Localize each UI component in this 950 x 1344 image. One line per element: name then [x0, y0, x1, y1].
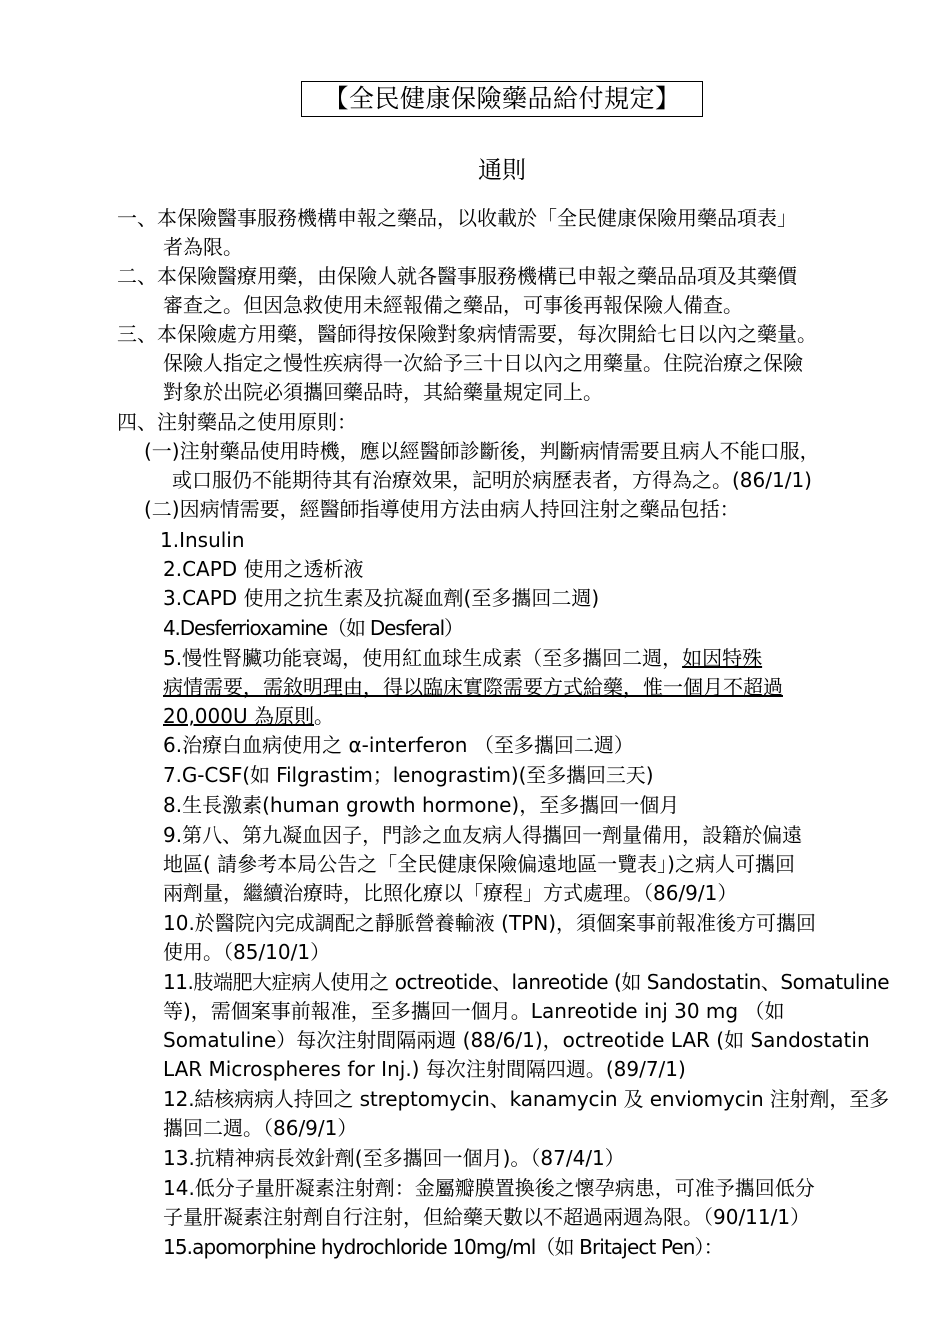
text-line — [117, 262, 889, 291]
line-text: 10.於醫院內完成調配之靜脈營養輸液 (TPN)，須個案事前報准後方可攜回 — [163, 911, 817, 935]
text-line — [163, 1144, 663, 1173]
text-line — [163, 850, 889, 879]
text-line — [144, 495, 794, 524]
text-line — [163, 349, 889, 378]
line-text: (二)因病情需要，經醫師指導使用方法由病人持回注射之藥品包括： — [144, 497, 740, 521]
line-text: 審查之。但因急救使用未經報備之藥品，可事後再報保險人備查。 — [163, 293, 743, 317]
underlined-text: 20,000U 為原則 — [163, 704, 314, 728]
text-line — [163, 997, 889, 1026]
line-text: 三、本保險處方用藥，醫師得按保險對象病情需要，每次開給七日以內之藥量。 — [117, 322, 817, 346]
line-text: 或口服仍不能期待其有治療效果，記明於病歷表者，方得為之。(86/1/1) — [172, 468, 812, 492]
line-text: 攜回二週。（86/9/1） — [163, 1116, 358, 1140]
line-text: 保險人指定之慢性疾病得一次給予三十日以內之用藥量。住院治療之保險 — [163, 351, 803, 375]
line-text: 5.慢性腎臟功能衰竭，使用紅血球生成素（至多攜回二週， — [163, 646, 683, 670]
text-line — [163, 555, 393, 584]
line-text: 對象於出院必須攜回藥品時，其給藥量規定同上。 — [163, 380, 603, 404]
line-text: (一)注射藥品使用時機，應以經醫師診斷後，判斷病情需要且病人不能口服， — [144, 439, 820, 463]
text-line — [163, 1174, 889, 1203]
underlined-text: 如因特殊 — [682, 646, 763, 670]
line-text: 兩劑量，繼續治療時，比照化療以「療程」方式處理。（86/9/1） — [163, 881, 738, 905]
underlined-text: 病情需要，需敘明理由，得以臨床實際需要方式給藥，惟一個月不超過 — [163, 675, 783, 699]
text-line — [163, 761, 653, 790]
line-text: 者為限。 — [163, 235, 243, 259]
line-text: 11.肢端肥大症病人使用之 octreotide、lanreotide (如 Sandostatin、Somatuline — [163, 970, 890, 994]
line-text: 6.治療白血病使用之 α-interferon （至多攜回二週） — [163, 733, 634, 757]
line-text: LAR Microspheres for Inj.) 每次注射間隔四週。(89/7/1) — [163, 1057, 686, 1081]
text-line — [163, 1233, 723, 1262]
line-text: Somatuline）每次注射間隔兩週 (88/6/1)，octreotide LAR (如 Sandostatin — [163, 1028, 870, 1052]
line-text: 2.CAPD 使用之透析液 — [163, 557, 364, 581]
section-heading: 通則 — [478, 156, 526, 184]
text-line — [163, 644, 889, 673]
text-line — [163, 673, 889, 702]
text-line — [163, 1055, 703, 1084]
text-line — [163, 1203, 883, 1232]
line-text: 四、注射藥品之使用原則： — [117, 410, 357, 434]
text-line — [172, 466, 872, 495]
text-line — [163, 968, 889, 997]
text-line — [163, 1114, 373, 1143]
line-text: 15.apomorphine hydrochloride 10mg/ml（如 Britaject Pen）： — [163, 1235, 723, 1259]
line-text: 3.CAPD 使用之抗生素及抗凝血劑(至多攜回二週) — [163, 586, 600, 610]
text-line — [163, 1085, 889, 1114]
text-line — [163, 879, 793, 908]
line-text: 等)，需個案事前報准，至多攜回一個月。Lanreotide inj 30 mg （如 — [163, 999, 785, 1023]
text-line — [163, 1026, 889, 1055]
line-text: 使用。（85/10/1） — [163, 940, 331, 964]
line-text: 9.第八、第九凝血因子，門診之血友病人得攜回一劑量備用，設籍於偏遠 — [163, 823, 803, 847]
text-line — [163, 731, 643, 760]
text-line — [163, 938, 343, 967]
line-text: 14.低分子量肝凝素注射劑：金屬瓣膜置換後之懷孕病患，可准予攜回低分 — [163, 1176, 815, 1200]
text-line — [163, 702, 373, 731]
text-line — [117, 204, 889, 233]
text-line — [117, 408, 377, 437]
line-text: 8.生長激素(human growth hormone)，至多攜回一個月 — [163, 793, 680, 817]
text-line — [144, 437, 904, 466]
line-text: 地區( 請參考本局公告之「全民健康保險偏遠地區一覽表」)之病人可攜回 — [163, 852, 795, 876]
text-line — [163, 821, 889, 850]
line-text: 12.結核病病人持回之 streptomycin、kanamycin 及 enviomycin 注射劑，至多 — [163, 1087, 890, 1111]
text-line — [160, 526, 280, 555]
line-text: 二、本保險醫療用藥，由保險人就各醫事服務機構已申報之藥品品項及其藥價 — [117, 264, 797, 288]
document-title: 【全民健康保險藥品給付規定】 — [301, 81, 703, 117]
text-line — [163, 909, 889, 938]
line-text: 7.G-CSF(如 Filgrastim；lenograstim)(至多攜回三天) — [163, 763, 654, 787]
text-line — [163, 584, 643, 613]
line-text: 子量肝凝素注射劑自行注射，但給藥天數以不超過兩週為限。（90/11/1） — [163, 1205, 811, 1229]
text-line — [163, 233, 283, 262]
line-text: 1.Insulin — [160, 528, 245, 552]
text-line — [117, 320, 903, 349]
line-text: 4.Desferrioxamine（如 Desferal） — [163, 616, 463, 640]
line-text: 13.抗精神病長效針劑(至多攜回一個月)。（87/4/1） — [163, 1146, 625, 1170]
line-tail: 。 — [313, 704, 334, 728]
text-line — [163, 378, 643, 407]
text-line — [163, 614, 463, 643]
line-text: 一、本保險醫事服務機構申報之藥品，以收載於「全民健康保險用藥品項表」 — [117, 206, 797, 230]
text-line — [163, 791, 683, 820]
text-line — [163, 291, 796, 320]
